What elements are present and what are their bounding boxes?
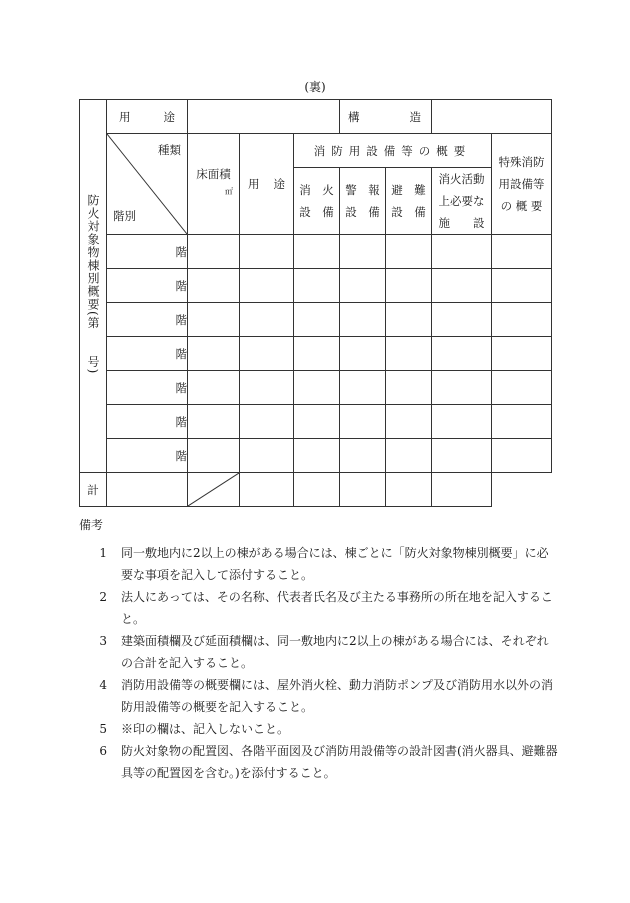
notes-section xyxy=(79,514,559,784)
firefight-line-1: 消火活動 xyxy=(438,172,485,186)
type-floor-header xyxy=(107,134,188,235)
floor-area-input[interactable] xyxy=(188,337,240,371)
usage-label-cell xyxy=(107,100,188,134)
use-input[interactable] xyxy=(240,303,294,337)
alarm-input[interactable] xyxy=(340,303,386,337)
floor-area-input[interactable] xyxy=(188,371,240,405)
firefight-line-3: 施 設 xyxy=(438,216,485,230)
fire-ext-input[interactable] xyxy=(294,337,340,371)
firefight-input[interactable] xyxy=(432,269,492,303)
usage-input[interactable] xyxy=(188,100,340,134)
evac-input[interactable] xyxy=(386,303,432,337)
structure-input[interactable] xyxy=(432,100,552,134)
structure-label-cell xyxy=(340,100,432,134)
alarm-header xyxy=(340,168,386,235)
floor-row-label: 階 xyxy=(107,371,188,405)
alarm-input[interactable] xyxy=(340,405,386,439)
alarm-line-2: 設 備 xyxy=(345,205,380,219)
note-number: 4 xyxy=(99,678,107,692)
fire-ext-input[interactable] xyxy=(294,269,340,303)
fire-ext-input[interactable] xyxy=(294,371,340,405)
floor-row-label: 階 xyxy=(107,269,188,303)
firefight-input[interactable] xyxy=(432,405,492,439)
use-input[interactable] xyxy=(240,405,294,439)
floor-row xyxy=(80,303,552,337)
special-label-line-2: 用設備等 xyxy=(498,177,545,191)
building-overview-table xyxy=(79,99,552,507)
floor-row-label: 階 xyxy=(107,337,188,371)
evac-input[interactable] xyxy=(386,269,432,303)
total-fire-ext-input[interactable] xyxy=(240,473,294,507)
alarm-input[interactable] xyxy=(340,235,386,269)
use-label-char-1: 用 xyxy=(248,177,260,191)
note-number: 6 xyxy=(99,744,107,758)
firefight-input[interactable] xyxy=(432,439,492,473)
floor-row xyxy=(80,269,552,303)
structure-label-char-1: 構 xyxy=(348,109,360,124)
use-input[interactable] xyxy=(240,371,294,405)
floor-area-header xyxy=(188,134,240,235)
special-label-line-3: の 概 要 xyxy=(500,199,543,213)
total-floor-area-input[interactable] xyxy=(107,473,188,507)
firefight-input[interactable] xyxy=(432,337,492,371)
total-alarm-input[interactable] xyxy=(294,473,340,507)
special-equipment-header xyxy=(492,134,552,235)
evacuation-header xyxy=(386,168,432,235)
floor-row-label: 階 xyxy=(107,235,188,269)
evac-input[interactable] xyxy=(386,439,432,473)
use-label-char-2: 途 xyxy=(273,177,285,191)
note-item xyxy=(79,740,559,784)
alarm-input[interactable] xyxy=(340,269,386,303)
note-number: 5 xyxy=(99,722,107,736)
floor-row xyxy=(80,337,552,371)
total-evac-input[interactable] xyxy=(340,473,386,507)
special-input[interactable] xyxy=(492,303,552,337)
firefighting-facility-header xyxy=(432,168,492,235)
floor-area-input[interactable] xyxy=(188,303,240,337)
fire-ext-input[interactable] xyxy=(294,303,340,337)
firefight-input[interactable] xyxy=(432,303,492,337)
note-text: 建築面積欄及び延面積欄は、同一敷地内に2以上の棟がある場合には、それぞれの合計を記入すること。 xyxy=(121,634,549,670)
equipment-group-header: 消防用設備等の概要 xyxy=(294,134,492,168)
alarm-input[interactable] xyxy=(340,371,386,405)
notes-title: 備考 xyxy=(79,518,104,532)
note-text: 同一敷地内に2以上の棟がある場合には、棟ごとに「防火対象物棟別概要」に必要な事項を記入して添付すること。 xyxy=(121,546,549,582)
note-item xyxy=(79,586,559,630)
side-title-cell xyxy=(80,100,107,473)
floor-row xyxy=(80,405,552,439)
special-input[interactable] xyxy=(492,439,552,473)
type-label: 種類 xyxy=(158,143,181,157)
special-input[interactable] xyxy=(492,405,552,439)
alarm-line-1: 警 報 xyxy=(345,183,380,197)
total-use-slash xyxy=(188,473,240,507)
total-firefight-input[interactable] xyxy=(386,473,432,507)
evac-input[interactable] xyxy=(386,235,432,269)
total-row xyxy=(80,473,552,507)
floor-area-label: 床面積 xyxy=(196,166,231,181)
note-text: ※印の欄は、記入しないこと。 xyxy=(121,722,290,736)
fire-ext-input[interactable] xyxy=(294,439,340,473)
note-text: 消防用設備等の概要欄には、屋外消火栓、動力消防ポンプ及び消防用水以外の消防用設備等の概要を記入すること。 xyxy=(121,678,554,714)
floor-row xyxy=(80,371,552,405)
special-input[interactable] xyxy=(492,337,552,371)
firefight-input[interactable] xyxy=(432,371,492,405)
special-input[interactable] xyxy=(492,371,552,405)
firefight-input[interactable] xyxy=(432,235,492,269)
floor-area-unit: ㎡ xyxy=(225,186,233,196)
note-number: 3 xyxy=(99,634,107,648)
alarm-input[interactable] xyxy=(340,337,386,371)
note-text: 法人にあっては、その名称、代表者氏名及び主たる事務所の所在地を記入すること。 xyxy=(121,590,553,626)
side-title: 防火対象物棟別概要(第 号) xyxy=(86,194,100,375)
floor-area-input[interactable] xyxy=(188,269,240,303)
evac-input[interactable] xyxy=(386,371,432,405)
fire-ext-line-1: 消 火 xyxy=(299,183,334,197)
usage-label-char-1: 用 xyxy=(119,109,131,124)
note-item xyxy=(79,718,559,740)
floor-area-input[interactable] xyxy=(188,439,240,473)
note-item xyxy=(79,542,559,586)
floor-row-label: 階 xyxy=(107,303,188,337)
floor-area-input[interactable] xyxy=(188,235,240,269)
note-number: 2 xyxy=(99,590,107,604)
fire-ext-line-2: 設 備 xyxy=(299,205,334,219)
alarm-input[interactable] xyxy=(340,439,386,473)
use-input[interactable] xyxy=(240,269,294,303)
note-item xyxy=(79,630,559,674)
floor-row xyxy=(80,439,552,473)
firefight-line-2: 上必要な xyxy=(438,194,485,208)
usage-label-char-2: 途 xyxy=(163,109,175,124)
floor-row xyxy=(80,235,552,269)
evac-line-1: 避 難 xyxy=(391,183,426,197)
note-item xyxy=(79,674,559,718)
floor-area-input[interactable] xyxy=(188,405,240,439)
use-header xyxy=(240,134,294,235)
structure-label-char-2: 造 xyxy=(409,109,422,124)
fire-extinguishing-header xyxy=(294,168,340,235)
total-special-input[interactable] xyxy=(432,473,492,507)
use-input[interactable] xyxy=(240,235,294,269)
note-number: 1 xyxy=(99,546,107,560)
note-text: 防火対象物の配置図、各階平面図及び消防用設備等の設計図書(消火器具、避難器具等の配置図を含む。)を添付すること。 xyxy=(121,744,558,780)
slash-line xyxy=(188,473,239,506)
page-side-label: (裏) xyxy=(304,80,326,94)
special-input[interactable] xyxy=(492,269,552,303)
use-input[interactable] xyxy=(240,439,294,473)
special-input[interactable] xyxy=(492,235,552,269)
floor-row-label: 階 xyxy=(107,405,188,439)
special-label-line-1: 特殊消防 xyxy=(498,155,545,169)
floor-label: 階別 xyxy=(113,209,136,223)
fire-ext-input[interactable] xyxy=(294,235,340,269)
evac-input[interactable] xyxy=(386,405,432,439)
total-label: 計 xyxy=(80,473,107,507)
floor-row-label: 階 xyxy=(107,439,188,473)
fire-ext-input[interactable] xyxy=(294,405,340,439)
use-input[interactable] xyxy=(240,337,294,371)
evac-input[interactable] xyxy=(386,337,432,371)
evac-line-2: 設 備 xyxy=(391,205,426,219)
